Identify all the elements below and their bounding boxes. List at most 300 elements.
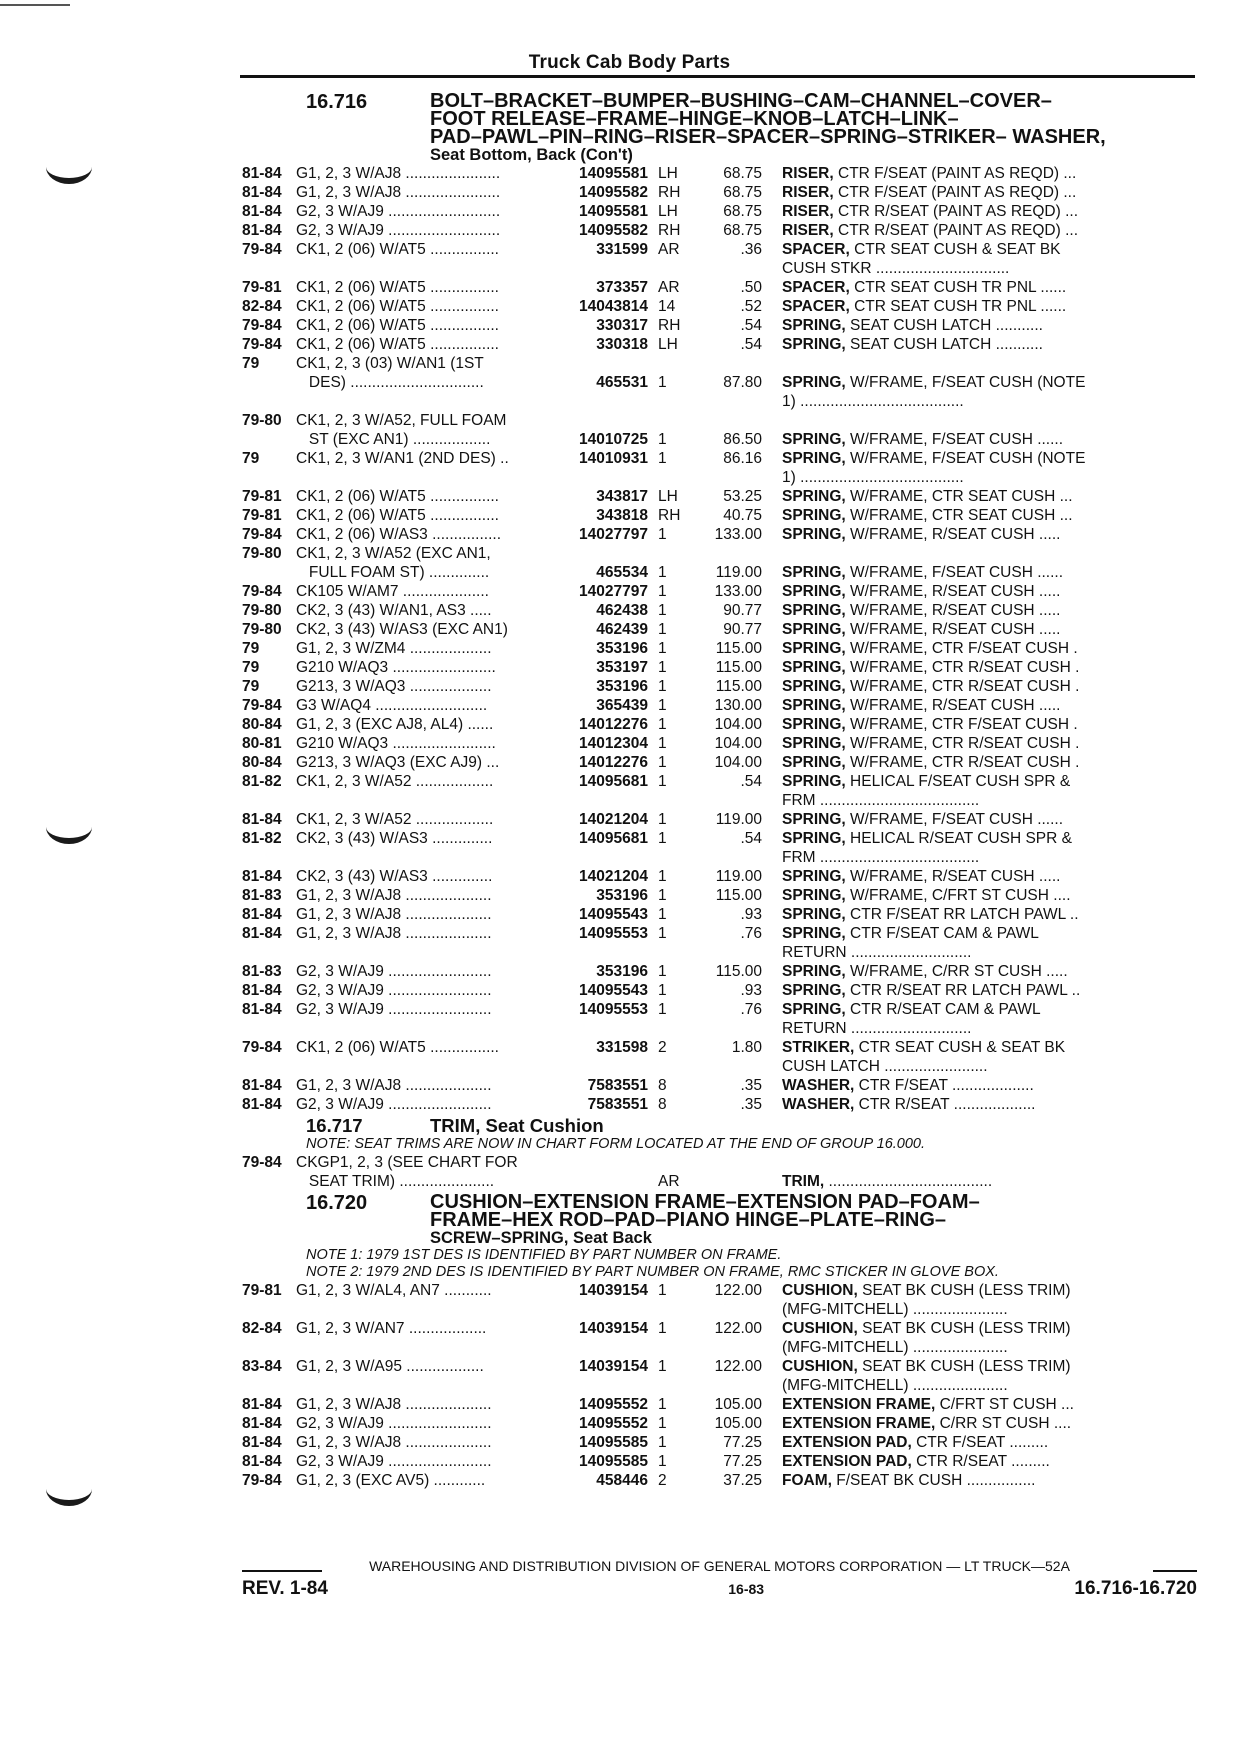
- part-number: 353196: [596, 963, 648, 980]
- price: 115.00: [715, 640, 762, 657]
- part-number: 14012304: [579, 735, 648, 752]
- quantity: 1: [658, 773, 667, 790]
- model-application: CK1, 2 (06) W/AT5 ................: [296, 279, 499, 296]
- price: 87.80: [723, 374, 762, 391]
- part-name: RISER,: [782, 165, 834, 182]
- part-number: 343817: [596, 488, 648, 505]
- part-row: [242, 582, 1197, 601]
- part-name: SPRING,: [782, 450, 846, 467]
- part-row: [242, 1433, 1197, 1452]
- revision-label: REV. 1-84: [242, 1578, 328, 1599]
- part-detail: W/FRAME, CTR R/SEAT CUSH .: [845, 678, 1080, 695]
- model-application: CK1, 2 (06) W/AT5 ................: [296, 507, 499, 524]
- quantity: 1: [658, 1396, 667, 1413]
- quantity: LH: [658, 203, 678, 220]
- part-number: 331599: [596, 241, 648, 258]
- model-years: 79-84: [242, 241, 282, 258]
- model-application: G1, 2, 3 W/AJ8 ....................: [296, 1434, 492, 1451]
- part-name: SPRING,: [782, 336, 846, 353]
- part-detail: W/FRAME, CTR F/SEAT CUSH .: [845, 716, 1078, 733]
- quantity: 1: [658, 431, 667, 448]
- part-description: [762, 1452, 1197, 1471]
- model-application: G213, 3 W/AQ3 ...................: [296, 678, 492, 695]
- part-description: [762, 1076, 1197, 1095]
- part-description: [762, 734, 1197, 753]
- part-name: SPRING,: [782, 640, 846, 657]
- footer-publisher-line: WAREHOUSING AND DISTRIBUTION DIVISION OF GENERAL MOTORS CORPORATION — LT TRUCK—52A: [242, 1558, 1197, 1576]
- part-detail: SEAT BK CUSH (LESS TRIM) (MFG-MITCHELL) ......................: [782, 1358, 1071, 1394]
- part-number: 14012276: [579, 716, 648, 733]
- quantity: 8: [658, 1096, 667, 1113]
- part-detail: CTR R/SEAT ...................: [854, 1096, 1036, 1113]
- part-detail: W/FRAME, F/SEAT CUSH ......: [845, 811, 1064, 828]
- part-name: SPRING,: [782, 583, 846, 600]
- part-row: [242, 1281, 1197, 1319]
- quantity: 1: [658, 1358, 667, 1375]
- part-detail: W/FRAME, R/SEAT CUSH .....: [845, 868, 1061, 885]
- section-number: 16.717: [306, 1115, 363, 1136]
- section-header: [242, 1193, 1197, 1247]
- part-description: [762, 221, 1197, 240]
- quantity: RH: [658, 222, 681, 239]
- model-years: 81-84: [242, 165, 282, 182]
- model-application: CK1, 2 (06) W/AT5 ................: [296, 488, 499, 505]
- part-detail: CTR SEAT CUSH TR PNL ......: [849, 298, 1067, 315]
- part-description: [762, 316, 1197, 335]
- part-description: [762, 620, 1197, 639]
- quantity: 1: [658, 678, 667, 695]
- binder-hole-bottom: [46, 1472, 92, 1506]
- quantity: 1: [658, 374, 667, 391]
- page-title: Truck Cab Body Parts: [528, 52, 731, 73]
- part-number: 14021204: [579, 811, 648, 828]
- quantity: 1: [658, 1434, 667, 1451]
- footer-row: [242, 1578, 1197, 1600]
- part-detail: CTR F/SEAT .........: [911, 1434, 1049, 1451]
- model-application: G2, 3 W/AJ9 ..........................: [296, 203, 501, 220]
- part-description: [762, 1000, 1197, 1038]
- model-years: 79-84: [242, 1472, 282, 1489]
- quantity: AR: [658, 279, 680, 296]
- part-description: [762, 1319, 1197, 1357]
- part-row: [242, 601, 1197, 620]
- part-detail: W/FRAME, F/SEAT CUSH (NOTE 1) ......................................: [782, 450, 1086, 486]
- model-years: 79: [242, 640, 260, 657]
- model-years: 82-84: [242, 1320, 282, 1337]
- section-title-line: CUSHION–EXTENSION FRAME–EXTENSION PAD–FOAM–: [430, 1191, 980, 1213]
- page-number: 16-83: [728, 1581, 765, 1597]
- part-description: [762, 962, 1197, 981]
- part-number: 353196: [596, 640, 648, 657]
- part-detail: C/RR ST CUSH ....: [935, 1415, 1072, 1432]
- part-row: [242, 924, 1197, 962]
- model-years: 79-84: [242, 697, 282, 714]
- part-name: SPRING,: [782, 602, 846, 619]
- part-name: CUSHION,: [782, 1358, 858, 1375]
- part-detail: W/FRAME, CTR R/SEAT CUSH .: [845, 735, 1080, 752]
- part-number: 365439: [596, 697, 648, 714]
- price: 104.00: [714, 716, 762, 733]
- price: .54: [740, 317, 762, 334]
- section-title: TRIM, Seat Cushion: [430, 1115, 604, 1136]
- quantity: 1: [658, 1320, 667, 1337]
- quantity: LH: [658, 336, 678, 353]
- model-years: 79: [242, 355, 260, 372]
- part-row: [242, 1000, 1197, 1038]
- model-application: G1, 2, 3 W/AL4, AN7 ...........: [296, 1282, 492, 1299]
- quantity: 1: [658, 716, 667, 733]
- parts-list: [242, 90, 1197, 1490]
- part-row: [242, 202, 1197, 221]
- part-name: EXTENSION FRAME,: [782, 1415, 936, 1432]
- section-title-line: FRAME–HEX ROD–PAD–PIANO HINGE–PLATE–RING–: [430, 1209, 947, 1231]
- part-description: [762, 1414, 1197, 1433]
- part-name: WASHER,: [782, 1096, 855, 1113]
- price: 104.00: [714, 754, 762, 771]
- part-description: [762, 886, 1197, 905]
- part-description: [762, 658, 1197, 677]
- model-years: 79-84: [242, 1154, 282, 1171]
- price: 119.00: [715, 868, 762, 885]
- part-number: 353196: [596, 678, 648, 695]
- part-row: [242, 221, 1197, 240]
- model-years: 81-84: [242, 982, 282, 999]
- part-number: 14039154: [579, 1320, 648, 1337]
- model-years: 81-84: [242, 1001, 282, 1018]
- part-number: 330317: [596, 317, 648, 334]
- part-name: SPRING,: [782, 488, 846, 505]
- model-application: G1, 2, 3 W/AJ8 ....................: [296, 906, 492, 923]
- part-row: [242, 240, 1197, 278]
- model-application: G2, 3 W/AJ9 ........................: [296, 1001, 492, 1018]
- quantity: 1: [658, 906, 667, 923]
- part-name: SPRING,: [782, 431, 846, 448]
- part-number: 14039154: [579, 1358, 648, 1375]
- part-number: 14012276: [579, 754, 648, 771]
- part-description: [762, 905, 1197, 924]
- quantity: 1: [658, 1415, 667, 1432]
- part-row: [242, 734, 1197, 753]
- quantity: 14: [658, 298, 676, 315]
- model-application: G1, 2, 3 W/AJ8 ....................: [296, 887, 492, 904]
- model-application: CK2, 3 (43) W/AS3 ..............: [296, 830, 493, 847]
- part-name: RISER,: [782, 203, 834, 220]
- part-name: SPRING,: [782, 507, 846, 524]
- model-years: 81-84: [242, 1434, 282, 1451]
- part-number: 14027797: [579, 583, 648, 600]
- quantity: 1: [658, 868, 667, 885]
- model-application: G1, 2, 3 W/AN7 ..................: [296, 1320, 487, 1337]
- part-number: 14095553: [579, 1001, 648, 1018]
- part-row: [242, 1452, 1197, 1471]
- price: 37.25: [723, 1472, 762, 1489]
- quantity: 2: [658, 1472, 667, 1489]
- price: 119.00: [715, 564, 762, 581]
- part-detail: W/FRAME, C/RR ST CUSH .....: [845, 963, 1068, 980]
- part-number: 343818: [596, 507, 648, 524]
- part-row: [242, 1395, 1197, 1414]
- model-application: CK2, 3 (43) W/AS3 ..............: [296, 868, 493, 885]
- model-application: G1, 2, 3 W/AJ8 ......................: [296, 165, 501, 182]
- part-detail: CTR F/SEAT ...................: [854, 1077, 1034, 1094]
- quantity: RH: [658, 507, 681, 524]
- part-name: SPRING,: [782, 982, 846, 999]
- part-description: [762, 1095, 1197, 1114]
- catalog-note: NOTE: SEAT TRIMS ARE NOW IN CHART FORM LOCATED AT THE END OF GROUP 16.000.: [306, 1136, 926, 1152]
- part-name: SPRING,: [782, 906, 846, 923]
- part-detail: CTR R/SEAT (PAINT AS REQD) ...: [833, 222, 1078, 239]
- price: 115.00: [715, 659, 762, 676]
- quantity: LH: [658, 488, 678, 505]
- price: .93: [740, 906, 762, 923]
- part-row: [242, 1319, 1197, 1357]
- model-years: 81-84: [242, 868, 282, 885]
- quantity: 1: [658, 925, 667, 942]
- part-name: EXTENSION FRAME,: [782, 1396, 936, 1413]
- part-number: 353197: [596, 659, 648, 676]
- part-number: 373357: [596, 279, 648, 296]
- part-number: 14095543: [579, 982, 648, 999]
- part-description: [762, 924, 1197, 962]
- section-title: [430, 1193, 1197, 1247]
- price: 68.75: [723, 203, 762, 220]
- part-number: 330318: [596, 336, 648, 353]
- part-description: [762, 601, 1197, 620]
- part-row: [242, 867, 1197, 886]
- part-detail: SEAT CUSH LATCH ...........: [845, 317, 1043, 334]
- quantity: 1: [658, 982, 667, 999]
- part-row: [242, 620, 1197, 639]
- part-description: [762, 1471, 1197, 1490]
- part-description: [762, 1281, 1197, 1319]
- model-application: CK1, 2 (06) W/AT5 ................: [296, 317, 499, 334]
- quantity: 1: [658, 602, 667, 619]
- part-row: [242, 715, 1197, 734]
- part-description: [762, 981, 1197, 1000]
- model-application: G1, 2, 3 W/ZM4 ...................: [296, 640, 492, 657]
- part-name: SPRING,: [782, 678, 846, 695]
- part-row: [242, 335, 1197, 354]
- model-application: G1, 2, 3 W/AJ8 ....................: [296, 1077, 492, 1094]
- model-application: G2, 3 W/AJ9 ........................: [296, 963, 492, 980]
- model-application: G2, 3 W/AJ9 ........................: [296, 1415, 492, 1432]
- model-years: 79-81: [242, 507, 282, 524]
- quantity: 1: [658, 887, 667, 904]
- part-row: [242, 886, 1197, 905]
- part-number: 14043814: [579, 298, 648, 315]
- price: 68.75: [723, 165, 762, 182]
- part-name: SPRING,: [782, 811, 846, 828]
- part-number: 14095681: [579, 773, 648, 790]
- model-years: 79-84: [242, 526, 282, 543]
- part-number: 462439: [596, 621, 648, 638]
- part-name: CUSHION,: [782, 1282, 858, 1299]
- part-detail: W/FRAME, R/SEAT CUSH .....: [845, 697, 1061, 714]
- part-number: 14095552: [579, 1396, 648, 1413]
- part-description: [762, 677, 1197, 696]
- part-row: [242, 639, 1197, 658]
- model-application: G2, 3 W/AJ9 ........................: [296, 982, 492, 999]
- part-number: 14095543: [579, 906, 648, 923]
- price: 115.00: [715, 678, 762, 695]
- price: 77.25: [723, 1453, 762, 1470]
- part-number: 14095585: [579, 1434, 648, 1451]
- part-detail: C/FRT ST CUSH ...: [935, 1396, 1074, 1413]
- section-number: 16.720: [306, 1192, 368, 1214]
- model-years: 79-84: [242, 336, 282, 353]
- part-description: [762, 1395, 1197, 1414]
- part-name: SPRING,: [782, 830, 846, 847]
- quantity: 1: [658, 963, 667, 980]
- part-name: SPRING,: [782, 868, 846, 885]
- model-application: CK1, 2 (06) W/AT5 ................: [296, 298, 499, 315]
- model-application: G2, 3 W/AJ9 ........................: [296, 1453, 492, 1470]
- catalog-note: NOTE 1: 1979 1ST DES IS IDENTIFIED BY PART NUMBER ON FRAME.: [306, 1247, 782, 1263]
- price: 105.00: [714, 1415, 762, 1432]
- part-number: 458446: [596, 1472, 648, 1489]
- model-years: 81-84: [242, 906, 282, 923]
- model-application: G213, 3 W/AQ3 (EXC AJ9) ...: [296, 754, 500, 771]
- part-description: [762, 506, 1197, 525]
- model-years: 83-84: [242, 1358, 282, 1375]
- part-detail: CTR F/SEAT (PAINT AS REQD) ...: [833, 184, 1077, 201]
- part-detail: HELICAL F/SEAT CUSH SPR & FRM .....................................: [782, 773, 1071, 809]
- part-description: [762, 240, 1197, 278]
- page-corner-mark: [0, 4, 70, 6]
- model-application: G2, 3 W/AJ9 ..........................: [296, 222, 501, 239]
- price: 86.16: [723, 450, 762, 467]
- model-years: 81-84: [242, 1077, 282, 1094]
- model-years: 80-84: [242, 754, 282, 771]
- part-number: 14095582: [579, 222, 648, 239]
- model-application: CK1, 2 (06) W/AT5 ................: [296, 241, 499, 258]
- model-application: G1, 2, 3 W/A95 ..................: [296, 1358, 484, 1375]
- part-row: [242, 829, 1197, 867]
- part-description: [762, 715, 1197, 734]
- part-name: SPRING,: [782, 925, 846, 942]
- price: 90.77: [723, 621, 762, 638]
- part-name: TRIM,: [782, 1173, 825, 1190]
- part-description: [762, 335, 1197, 354]
- part-name: SPRING,: [782, 621, 846, 638]
- part-row: [242, 1076, 1197, 1095]
- binder-hole-middle: [46, 810, 92, 844]
- part-description: [762, 164, 1197, 183]
- quantity: RH: [658, 317, 681, 334]
- part-detail: W/FRAME, F/SEAT CUSH ......: [845, 564, 1064, 581]
- part-number: 14095581: [579, 203, 648, 220]
- model-application: CK1, 2, 3 W/A52, FULL FOAM ST (EXC AN1) ..................: [296, 412, 507, 448]
- part-row: [242, 905, 1197, 924]
- part-row: [242, 962, 1197, 981]
- model-years: 81-83: [242, 887, 282, 904]
- quantity: 1: [658, 621, 667, 638]
- part-detail: W/FRAME, F/SEAT CUSH (NOTE 1) ......................................: [782, 374, 1086, 410]
- quantity: 1: [658, 659, 667, 676]
- quantity: LH: [658, 165, 678, 182]
- part-detail: CTR R/SEAT CAM & PAWL RETURN ............................: [782, 1001, 1041, 1037]
- quantity: 8: [658, 1077, 667, 1094]
- section-header: [242, 92, 1197, 164]
- section-range: 16.716-16.720: [1074, 1578, 1197, 1599]
- part-row: [242, 278, 1197, 297]
- model-years: 82-84: [242, 298, 282, 315]
- price: .54: [740, 830, 762, 847]
- price: 68.75: [723, 184, 762, 201]
- part-description: [762, 278, 1197, 297]
- part-row: [242, 449, 1197, 487]
- model-years: 79-84: [242, 583, 282, 600]
- model-years: 79-80: [242, 412, 282, 429]
- model-application: CK1, 2, 3 (03) W/AN1 (1ST DES) ...............................: [296, 355, 484, 391]
- part-row: [242, 1038, 1197, 1076]
- part-description: [762, 582, 1197, 601]
- model-application: G210 W/AQ3 ........................: [296, 659, 496, 676]
- model-application: G2, 3 W/AJ9 ........................: [296, 1096, 492, 1113]
- model-application: CK1, 2 (06) W/AT5 ................: [296, 1039, 499, 1056]
- model-application: G1, 2, 3 (EXC AJ8, AL4) ......: [296, 716, 494, 733]
- part-number: 14010931: [579, 450, 648, 467]
- part-number: 465534: [596, 564, 648, 581]
- model-years: 79-81: [242, 488, 282, 505]
- price: 122.00: [714, 1320, 762, 1337]
- part-row: [242, 658, 1197, 677]
- part-detail: CTR SEAT CUSH TR PNL ......: [849, 279, 1067, 296]
- model-years: 79-84: [242, 317, 282, 334]
- part-name: SPACER,: [782, 298, 850, 315]
- part-number: 331598: [596, 1039, 648, 1056]
- model-years: 80-84: [242, 716, 282, 733]
- part-number: 14095581: [579, 165, 648, 182]
- price: .35: [740, 1096, 762, 1113]
- model-years: 81-84: [242, 203, 282, 220]
- part-number: 14095552: [579, 1415, 648, 1432]
- model-application: CKGP1, 2, 3 (SEE CHART FOR SEAT TRIM) ......................: [296, 1154, 518, 1190]
- part-row: [242, 487, 1197, 506]
- part-row: [242, 772, 1197, 810]
- part-row: [242, 810, 1197, 829]
- part-description: [762, 1038, 1197, 1076]
- part-name: EXTENSION PAD,: [782, 1434, 912, 1451]
- part-row: [242, 1414, 1197, 1433]
- part-row: [242, 164, 1197, 183]
- part-name: RISER,: [782, 184, 834, 201]
- part-name: SPRING,: [782, 887, 846, 904]
- part-name: WASHER,: [782, 1077, 855, 1094]
- part-row: [242, 525, 1197, 544]
- part-name: STRIKER,: [782, 1039, 855, 1056]
- model-years: 81-84: [242, 925, 282, 942]
- quantity: 1: [658, 526, 667, 543]
- part-name: SPRING,: [782, 564, 846, 581]
- model-application: G210 W/AQ3 ........................: [296, 735, 496, 752]
- part-name: SPRING,: [782, 1001, 846, 1018]
- part-detail: CTR SEAT CUSH & SEAT BK CUSH LATCH ........................: [782, 1039, 1066, 1075]
- part-detail: SEAT CUSH LATCH ...........: [845, 336, 1043, 353]
- model-application: G1, 2, 3 (EXC AV5) ............: [296, 1472, 486, 1489]
- part-number: 14095585: [579, 1453, 648, 1470]
- model-application: CK105 W/AM7 ....................: [296, 583, 489, 600]
- part-detail: W/FRAME, CTR SEAT CUSH ...: [845, 507, 1073, 524]
- part-number: 353196: [596, 887, 648, 904]
- quantity: 1: [658, 1001, 667, 1018]
- part-description: [762, 411, 1197, 449]
- model-application: CK1, 2 (06) W/AS3 ................: [296, 526, 502, 543]
- model-application: CK1, 2 (06) W/AT5 ................: [296, 336, 499, 353]
- part-name: SPACER,: [782, 241, 850, 258]
- model-application: CK2, 3 (43) W/AS3 (EXC AN1): [296, 621, 508, 638]
- quantity: AR: [658, 241, 680, 258]
